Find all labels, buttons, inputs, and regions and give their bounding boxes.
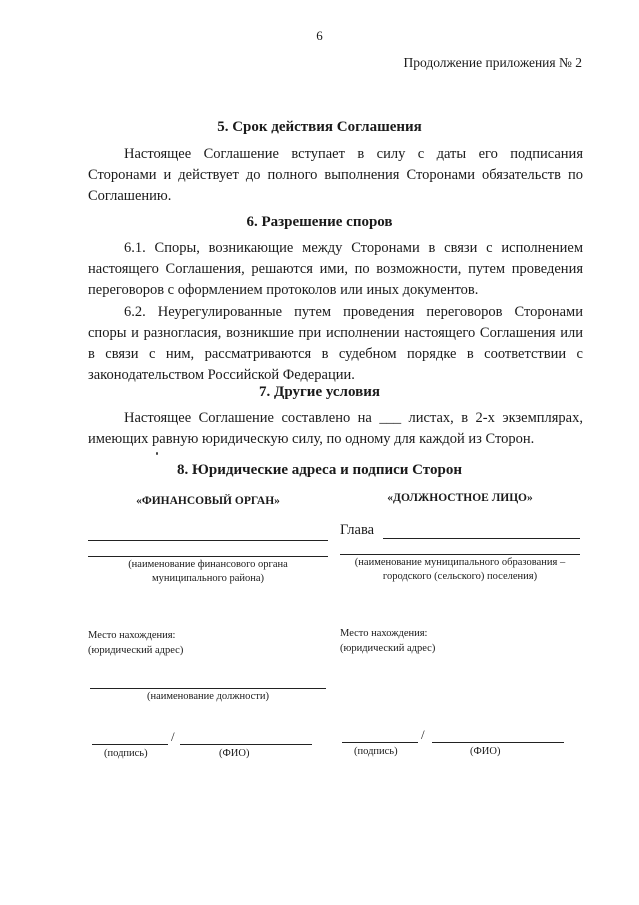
financial-body-name-line-2	[88, 556, 328, 557]
ink-speck	[156, 452, 158, 455]
financial-body-slash: /	[171, 729, 175, 744]
financial-body-signature-line	[92, 744, 168, 745]
section-8-heading: 8. Юридические адреса и подписи Сторон	[177, 462, 462, 478]
section-6-paragraph-1: 6.1. Споры, возникающие между Сторонами в связи с исполнением настоящего Соглашения, решаются ими, по возможности, путем проведения переговоров с оформлением протоколов или иных документов.	[88, 240, 583, 298]
financial-body-name-line-1	[88, 540, 328, 541]
financial-body-name-caption: (наименование финансового органа муниципального района)	[128, 559, 288, 584]
glava-line	[383, 538, 580, 539]
section-5-heading: 5. Срок действия Соглашения	[217, 119, 422, 135]
section-5-text: Настоящее Соглашение вступает в силу с даты его подписания Сторонами и действует до полного выполнения Сторонами обязательств по Соглашению.	[88, 146, 583, 204]
financial-body-fio-caption: (ФИО)	[219, 748, 250, 759]
official-location-label: Место нахождения: (юридический адрес)	[340, 628, 436, 654]
page-number: 6	[316, 28, 323, 43]
financial-body-title: «ФИНАНСОВЫЙ ОРГАН»	[136, 495, 280, 507]
official-signature-caption: (подпись)	[354, 746, 398, 757]
official-signature-line	[342, 742, 418, 743]
financial-body-signature-caption: (подпись)	[104, 748, 148, 759]
official-title: «ДОЛЖНОСТНОЕ ЛИЦО»	[387, 492, 533, 504]
municipality-name-caption: (наименование муниципального образования – городского (сельского) поселения)	[354, 557, 566, 582]
section-6-paragraph-2: 6.2. Неурегулированные путем проведения переговоров Сторонами споры и разногласия, возникшие при исполнении настоящего Соглашения или в связи с ним, рассматриваются в судебном порядке в соответствии с законодательством Российской Федерации.	[88, 304, 583, 383]
glava-label: Глава	[340, 522, 375, 538]
financial-body-location-label: Место нахождения: (юридический адрес)	[88, 630, 184, 656]
financial-body-position-line	[90, 688, 326, 689]
section-7-heading: 7. Другие условия	[259, 384, 380, 400]
municipality-name-line	[340, 554, 580, 555]
financial-body-fio-line	[180, 744, 312, 745]
official-fio-line	[432, 742, 564, 743]
official-fio-caption: (ФИО)	[470, 746, 501, 757]
continuation-label: Продолжение приложения № 2	[403, 55, 582, 70]
section-7-text: Настоящее Соглашение составлено на ___ листах, в 2-х экземплярах, имеющих равную юридическую силу, по одному для каждой из Сторон.	[88, 410, 583, 447]
financial-body-position-caption: (наименование должности)	[146, 691, 270, 702]
section-6-heading: 6. Разрешение споров	[246, 214, 393, 230]
official-slash: /	[421, 727, 425, 742]
